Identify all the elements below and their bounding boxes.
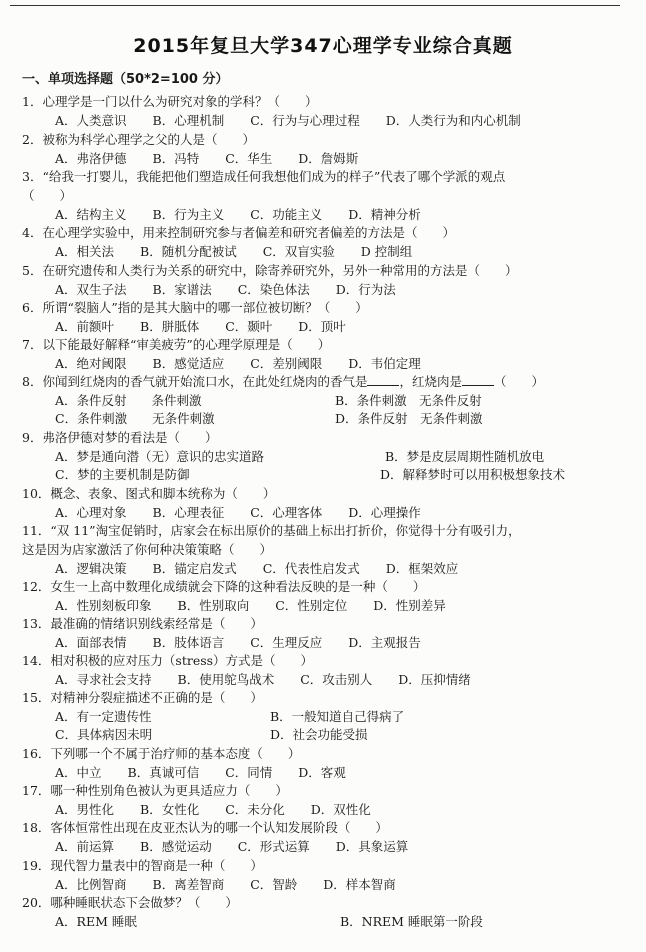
- option-14c: C．攻击别人: [300, 672, 373, 687]
- blank-2: [462, 373, 494, 386]
- option-10d: D．心理操作: [348, 505, 421, 520]
- option-16b: B．真诚可信: [127, 765, 200, 780]
- question-19: 19．现代智力量表中的智商是一种（ ）: [22, 858, 263, 873]
- options-14: [55, 671, 471, 689]
- option-19c: C．智龄: [250, 877, 298, 892]
- options-2: [55, 150, 358, 168]
- question-18: 18．客体恒常性出现在皮亚杰认为的哪一个认知发展阶段（ ）: [22, 820, 388, 835]
- options-13: [55, 634, 421, 652]
- option-1a: A．人类意识: [55, 113, 127, 128]
- option-6d: D．顶叶: [298, 319, 346, 334]
- option-11d: D．框架效应: [385, 561, 459, 576]
- options-6: [55, 318, 346, 336]
- option-17a: A．男性化: [55, 802, 115, 817]
- option-3a: A．结构主义: [55, 207, 127, 222]
- option-7d: D．韦伯定理: [348, 356, 421, 371]
- option-10a: A．心理对象: [55, 505, 127, 520]
- options-16: [55, 764, 346, 782]
- option-15d: D．社会功能受损: [270, 727, 368, 742]
- options-5: [55, 281, 396, 299]
- option-3c: C．功能主义: [250, 207, 323, 222]
- option-13a: A．面部表情: [55, 635, 127, 650]
- option-16d: D．客观: [298, 765, 346, 780]
- question-4: 4．在心理学实验中，用来控制研究参与者偏差和研究者偏差的方法是（ ）: [22, 225, 455, 240]
- option-6b: B．胼胝体: [140, 319, 200, 334]
- options-15-row2: [55, 726, 615, 744]
- options-11: [55, 560, 458, 578]
- option-4c: C．双盲实验: [262, 244, 335, 259]
- options-4: [55, 243, 412, 261]
- options-3: [55, 206, 421, 224]
- question-10: 10．概念、表象、图式和脚本统称为（ ）: [22, 486, 276, 501]
- option-6a: A．前额叶: [55, 319, 115, 334]
- question-11-cont: 这是因为店家激活了你何种决策策略（ ）: [22, 542, 273, 557]
- options-9-row1: [55, 448, 615, 466]
- option-18d: D．具象运算: [335, 839, 409, 854]
- question-15: 15．对精神分裂症描述不正确的是（ ）: [22, 690, 263, 705]
- option-9d: D．解释梦时可以用积极想象技术: [380, 467, 566, 482]
- option-15c: C．具体病因未明: [55, 727, 153, 742]
- option-17b: B．女性化: [140, 802, 200, 817]
- option-5d: D．行为法: [335, 282, 396, 297]
- options-12: [55, 597, 446, 615]
- question-13: 13．最准确的情绪识别线索经常是（ ）: [22, 616, 263, 631]
- option-3d: D．精神分析: [348, 207, 421, 222]
- option-8d: D．条件反射 无条件刺激: [335, 411, 483, 426]
- section-heading: 一、单项选择题（50*2=100 分）: [22, 72, 229, 87]
- options-15-row1: [55, 708, 615, 726]
- option-9a: A．梦是通向潜（无）意识的忠实道路: [55, 449, 265, 464]
- option-19d: D．样本智商: [323, 877, 396, 892]
- option-13c: C．生理反应: [250, 635, 323, 650]
- option-10b: B．心理表征: [152, 505, 225, 520]
- options-7: [55, 355, 421, 373]
- question-5: 5．在研究遗传和人类行为关系的研究中，除寄养研究外，另外一种常用的方法是（ ）: [22, 263, 518, 278]
- option-4d: D 控制组: [360, 244, 413, 259]
- option-4b: B．随机分配被试: [140, 244, 237, 259]
- options-8-row2: [55, 410, 615, 428]
- option-18a: A．前运算: [55, 839, 115, 854]
- option-12d: D．性别差异: [373, 598, 446, 613]
- question-8: 8．你闻到红烧肉的香气就开始流口水，在此处红烧肉的香气是 ，红烧肉是 （ ）: [22, 374, 544, 389]
- option-12b: B．性别取向: [177, 598, 250, 613]
- option-13b: B．肢体语言: [152, 635, 225, 650]
- option-16c: C．同情: [225, 765, 273, 780]
- option-5a: A．双生子法: [55, 282, 127, 297]
- option-3b: B．行为主义: [152, 207, 225, 222]
- question-11: 11．“双 11”淘宝促销时，店家会在标出原价的基础上标出打折价，你觉得十分有吸引力，: [22, 523, 521, 538]
- question-2: 2．被称为科学心理学之父的人是（ ）: [22, 132, 255, 147]
- options-20: [55, 913, 615, 931]
- question-20: 20．哪种睡眠状态下会做梦？（ ）: [22, 895, 238, 910]
- option-18c: C．形式运算: [237, 839, 310, 854]
- question-16: 16．下列哪一个不属于治疗师的基本态度（ ）: [22, 746, 301, 761]
- option-4a: A．相关法: [55, 244, 115, 259]
- question-1: 1．心理学是一门以什么为研究对象的学科？（ ）: [22, 94, 318, 109]
- options-9-row2: [55, 466, 615, 484]
- option-18b: B．感觉运动: [140, 839, 212, 854]
- option-2d: D．詹姆斯: [298, 151, 359, 166]
- option-19a: A．比例智商: [55, 877, 127, 892]
- option-11c: C．代表性启发式: [262, 561, 360, 576]
- option-1b: B．心理机制: [152, 113, 225, 128]
- options-18: [55, 838, 408, 856]
- option-14a: A．寻求社会支持: [55, 672, 152, 687]
- question-3-cont: （ ）: [22, 188, 73, 203]
- options-1: [55, 112, 521, 130]
- question-17: 17．哪一种性别角色被认为更具适应力（ ）: [22, 783, 288, 798]
- options-10: [55, 504, 421, 522]
- question-6: 6．所谓“裂脑人”指的是其大脑中的哪一部位被切断？（ ）: [22, 300, 368, 315]
- option-11a: A．逻辑决策: [55, 561, 127, 576]
- option-13d: D．主观报告: [348, 635, 421, 650]
- question-12: 12．女生一上高中数理化成绩就会下降的这种看法反映的是一种（ ）: [22, 579, 426, 594]
- option-2b: B．冯特: [152, 151, 200, 166]
- option-1c: C．行为与心理过程: [250, 113, 360, 128]
- options-19: [55, 876, 396, 894]
- blank-1: [367, 373, 399, 386]
- option-7b: B．感觉适应: [152, 356, 225, 371]
- option-8a: A．条件反射 条件刺激: [55, 393, 202, 408]
- question-3: 3．“给我一打婴儿，我能把他们塑造成任何我想他们成为的样子”代表了哪个学派的观点: [22, 169, 506, 184]
- option-17d: D．双性化: [310, 802, 371, 817]
- option-8c: C．条件刺激 无条件刺激: [55, 411, 215, 426]
- option-14b: B．使用鸵鸟战术: [177, 672, 275, 687]
- option-1d: D．人类行为和内心机制: [385, 113, 521, 128]
- option-20b: B．NREM 睡眠第一阶段: [340, 914, 483, 929]
- option-7c: C．差别阈限: [250, 356, 323, 371]
- option-10c: C．心理客体: [250, 505, 323, 520]
- options-8-row1: [55, 392, 615, 410]
- option-16a: A．中立: [55, 765, 102, 780]
- option-9c: C．梦的主要机制是防御: [55, 467, 190, 482]
- option-8b: B．条件刺激 无条件反射: [335, 393, 482, 408]
- option-20a: A．REM 睡眠: [55, 914, 137, 929]
- option-6c: C．颞叶: [225, 319, 273, 334]
- option-12c: C．性别定位: [275, 598, 348, 613]
- question-7: 7．以下能最好解释“审美疲劳”的心理学原理是（ ）: [22, 337, 331, 352]
- question-9: 9．弗洛伊德对梦的看法是（ ）: [22, 430, 218, 445]
- option-9b: B．梦是皮层周期性随机放电: [385, 449, 545, 464]
- option-5b: B．家谱法: [152, 282, 212, 297]
- option-2c: C．华生: [225, 151, 273, 166]
- top-rule: [10, 5, 620, 6]
- option-11b: B．锚定启发式: [152, 561, 237, 576]
- option-5c: C．染色体法: [237, 282, 310, 297]
- option-12a: A．性别刻板印象: [55, 598, 152, 613]
- page-title: 2015年复旦大学347心理学专业综合真题: [133, 35, 513, 57]
- option-7a: A．绝对阈限: [55, 356, 127, 371]
- question-14: 14．相对积极的应对压力（stress）方式是（ ）: [22, 653, 314, 668]
- option-15b: B．一般知道自己得病了: [270, 709, 405, 724]
- options-17: [55, 801, 371, 819]
- option-17c: C．未分化: [225, 802, 285, 817]
- option-14d: D．压抑情绪: [398, 672, 471, 687]
- option-2a: A．弗洛伊德: [55, 151, 127, 166]
- option-15a: A．有一定遗传性: [55, 709, 152, 724]
- option-19b: B．离差智商: [152, 877, 225, 892]
